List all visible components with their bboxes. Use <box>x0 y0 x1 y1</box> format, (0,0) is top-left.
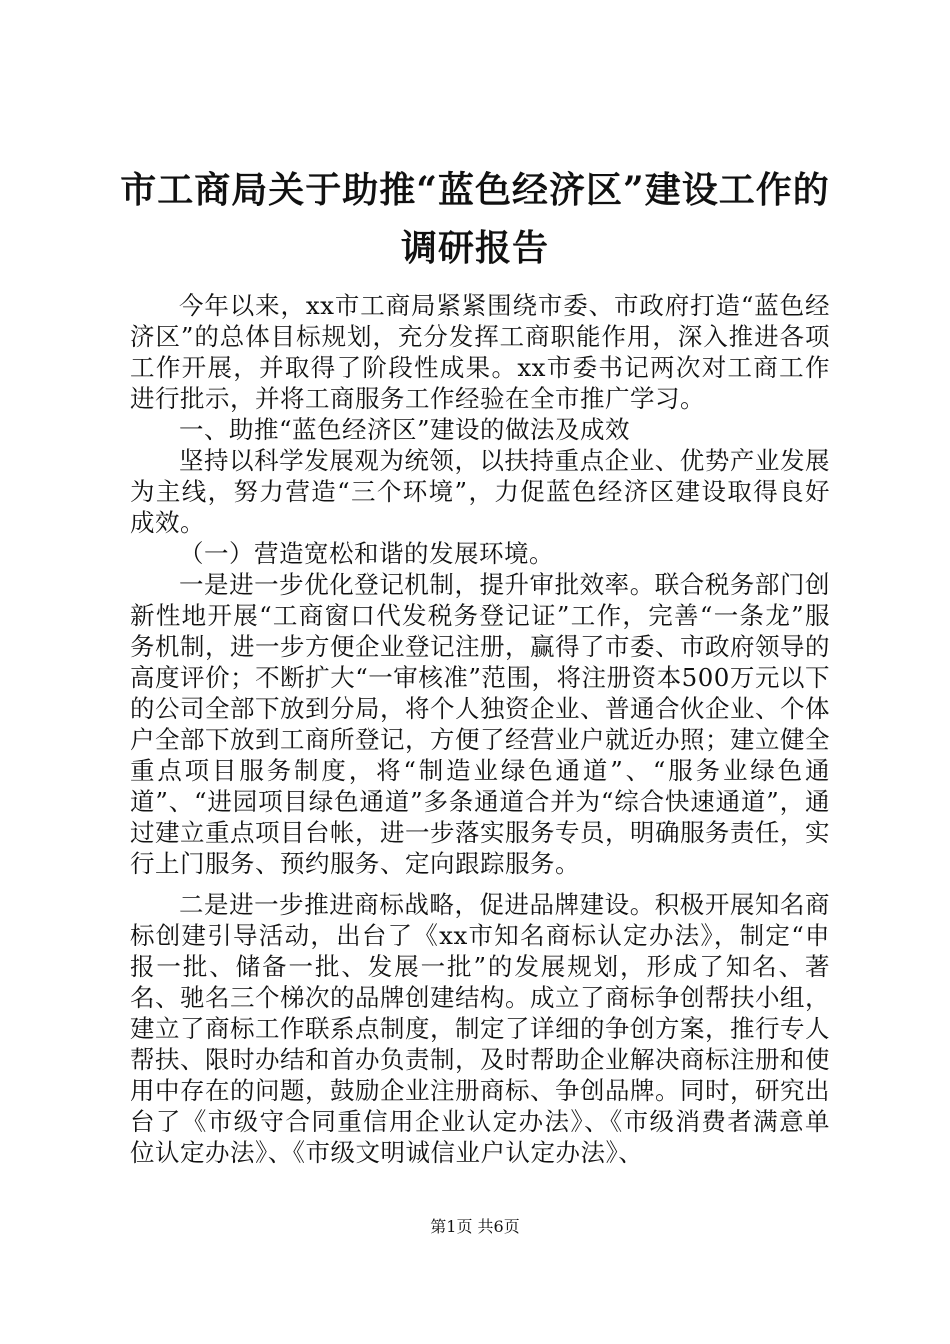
paragraph-overview: 坚持以科学发展观为统领，以扶持重点企业、优势产业发展为主线，努力营造“三个环境”，力促蓝色经济区建设取得良好成效。 <box>130 446 830 537</box>
section-heading-1: 一、助推“蓝色经济区”建设的做法及成效 <box>179 415 631 444</box>
document-title-line-2: 调研报告 <box>400 227 549 269</box>
document-body <box>130 290 830 1168</box>
subsection-heading-1: （一）营造宽松和谐的发展环境。 <box>179 539 554 568</box>
page-number-footer: 第1页 共6页 <box>430 1217 520 1236</box>
paragraph-intro: 今年以来，xx市工商局紧紧围绕市委、市政府打造“蓝色经济区”的总体目标规划，充分发挥工商职能作用，深入推进各项工作开展，并取得了阶段性成果。xx市委书记两次对工商工作进行批示，并将工商服务工作经验在全市推广学习。 <box>130 291 830 413</box>
paragraph-trademark: 二是进一步推进商标战略，促进品牌建设。积极开展知名商标创建引导活动，出台了《xx市知名商标认定办法》，制定“申报一批、储备一批、发展一批”的发展规划，形成了知名、著名、驰名三个梯次的品牌创建结构。成立了商标争创帮扶小组，建立了商标工作联系点制度，制定了详细的争创方案，推行专人帮扶、限时办结和首办负责制，及时帮助企业解决商标注册和使用中存在的问题，鼓励企业注册商标、争创品牌。同时，研究出台了《市级守合同重信用企业认定办法》、《市级消费者满意单位认定办法》、《市级文明诚信业户认定办法》、 <box>130 890 830 1167</box>
document-title-line-1: 市工商局关于助推“蓝色经济区”建设工作的 <box>120 169 830 211</box>
paragraph-registration: 一是进一步优化登记机制，提升审批效率。联合税务部门创新性地开展“工商窗口代发税务登记证”工作，完善“一条龙”服务机制，进一步方便企业登记注册，赢得了市委、市政府领导的高度评价；不断扩大“一审核准”范围，将注册资本500万元以下的公司全部下放到分局，将个人独资企业、普通合伙企业、个体户全部下放到工商所登记，方便了经营业户就近办照；建立健全重点项目服务制度，将“制造业绿色通道”、“服务业绿色通道”、“进园项目绿色通道”多条通道合并为“综合快速通道”，通过建立重点项目台帐，进一步落实服务专员，明确服务责任，实行上门服务、预约服务、定向跟踪服务。 <box>130 570 830 878</box>
